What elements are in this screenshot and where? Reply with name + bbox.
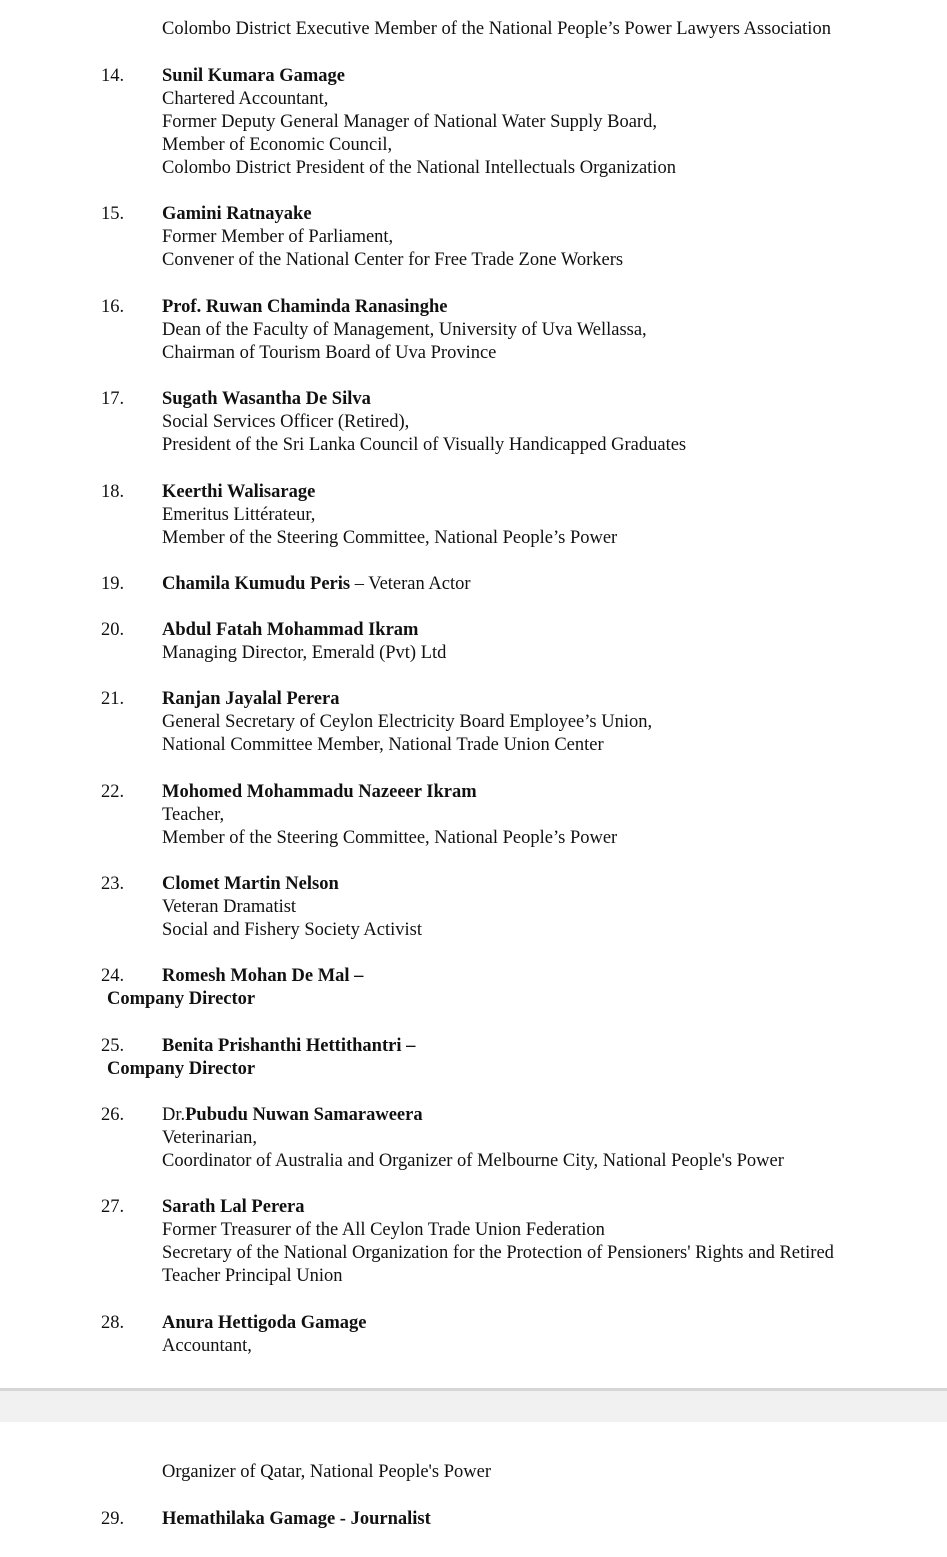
- entry-name: Ranjan Jayalal Perera: [162, 689, 340, 709]
- entry-detail: Former Treasurer of the All Ceylon Trade Union Federation: [162, 1220, 605, 1240]
- entry-detail: Managing Director, Emerald (Pvt) Ltd: [162, 643, 447, 663]
- entry-number: 22.: [101, 782, 125, 802]
- entry-number: 16.: [101, 297, 125, 317]
- page-break: [0, 1388, 947, 1422]
- entry-name-line: [162, 573, 471, 596]
- entry-name: Chamila Kumudu Peris: [162, 574, 351, 594]
- entry-name: Gamini Ratnayake: [162, 204, 312, 224]
- entry-number: 14.: [101, 66, 125, 86]
- entry-number: 28.: [101, 1313, 125, 1333]
- entry-name: Benita Prishanthi Hettithantri –: [162, 1036, 416, 1056]
- entry-role: Company Director: [107, 1059, 256, 1079]
- entry-detail: Chartered Accountant,: [162, 89, 329, 109]
- entry-detail: Chairman of Tourism Board of Uva Province: [162, 343, 497, 363]
- entry-number: 15.: [101, 204, 125, 224]
- entry-detail: Coordinator of Australia and Organizer of Melbourne City, National People's Power: [162, 1151, 784, 1171]
- entry-name: Anura Hettigoda Gamage: [162, 1313, 367, 1333]
- entry-detail: National Committee Member, National Trade Union Center: [162, 735, 604, 755]
- entry-detail: President of the Sri Lanka Council of Visually Handicapped Graduates: [162, 435, 687, 455]
- entry-number: 26.: [101, 1105, 125, 1125]
- entry-detail: Veterinarian,: [162, 1128, 258, 1148]
- continued-text-line: Organizer of Qatar, National People's Power: [162, 1462, 491, 1482]
- entry-number: 18.: [101, 482, 125, 502]
- entry-detail: Secretary of the National Organization for the Protection of Pensioners' Rights and Retired: [162, 1243, 834, 1263]
- entry-name: Sarath Lal Perera: [162, 1197, 305, 1217]
- entry-detail: General Secretary of Ceylon Electricity Board Employee’s Union,: [162, 712, 653, 732]
- entry-detail: Social Services Officer (Retired),: [162, 412, 410, 432]
- entry-detail: Convener of the National Center for Free Trade Zone Workers: [162, 250, 624, 270]
- entry-suffix: – Veteran Actor: [350, 574, 471, 594]
- entry-prefix: Dr.: [162, 1105, 186, 1125]
- entry-number: 19.: [101, 574, 125, 594]
- entry-name: Pubudu Nuwan Samaraweera: [185, 1105, 423, 1125]
- entry-detail: Social and Fishery Society Activist: [162, 920, 423, 940]
- entry-name-line: [162, 1104, 423, 1127]
- entry-detail: Teacher Principal Union: [162, 1266, 343, 1286]
- entry-detail: Member of Economic Council,: [162, 135, 393, 155]
- entry-detail: Member of the Steering Committee, National People’s Power: [162, 828, 618, 848]
- entry-detail: Member of the Steering Committee, National People’s Power: [162, 528, 618, 548]
- continued-text-line: Colombo District Executive Member of the National People’s Power Lawyers Association: [162, 19, 831, 39]
- entry-name: Abdul Fatah Mohammad Ikram: [162, 620, 419, 640]
- entry-name: Prof. Ruwan Chaminda Ranasinghe: [162, 297, 448, 317]
- entry-name: Hemathilaka Gamage - Journalist: [162, 1509, 431, 1529]
- entry-name: Sugath Wasantha De Silva: [162, 389, 371, 409]
- entry-detail: Former Member of Parliament,: [162, 227, 394, 247]
- entry-number: 29.: [101, 1509, 125, 1529]
- entry-detail: Colombo District President of the National Intellectuals Organization: [162, 158, 676, 178]
- entry-role: Company Director: [107, 989, 256, 1009]
- entry-name: Mohomed Mohammadu Nazeeer Ikram: [162, 782, 477, 802]
- entry-number: 27.: [101, 1197, 125, 1217]
- entry-detail: Emeritus Littérateur,: [162, 505, 316, 525]
- entry-name: Clomet Martin Nelson: [162, 874, 339, 894]
- entry-number: 20.: [101, 620, 125, 640]
- entry-number: 21.: [101, 689, 125, 709]
- entry-number: 17.: [101, 389, 125, 409]
- entry-name: Sunil Kumara Gamage: [162, 66, 345, 86]
- entry-detail: Veteran Dramatist: [162, 897, 297, 917]
- entry-name: Keerthi Walisarage: [162, 482, 316, 502]
- entry-detail: Former Deputy General Manager of National Water Supply Board,: [162, 112, 657, 132]
- entry-number: 25.: [101, 1036, 125, 1056]
- entry-name: Romesh Mohan De Mal –: [162, 966, 364, 986]
- entry-detail: Dean of the Faculty of Management, University of Uva Wellassa,: [162, 320, 647, 340]
- entry-detail: Teacher,: [162, 805, 225, 825]
- document-page-2: [0, 1422, 947, 1557]
- entry-number: 23.: [101, 874, 125, 894]
- entry-detail: Accountant,: [162, 1336, 252, 1356]
- entry-number: 24.: [101, 966, 125, 986]
